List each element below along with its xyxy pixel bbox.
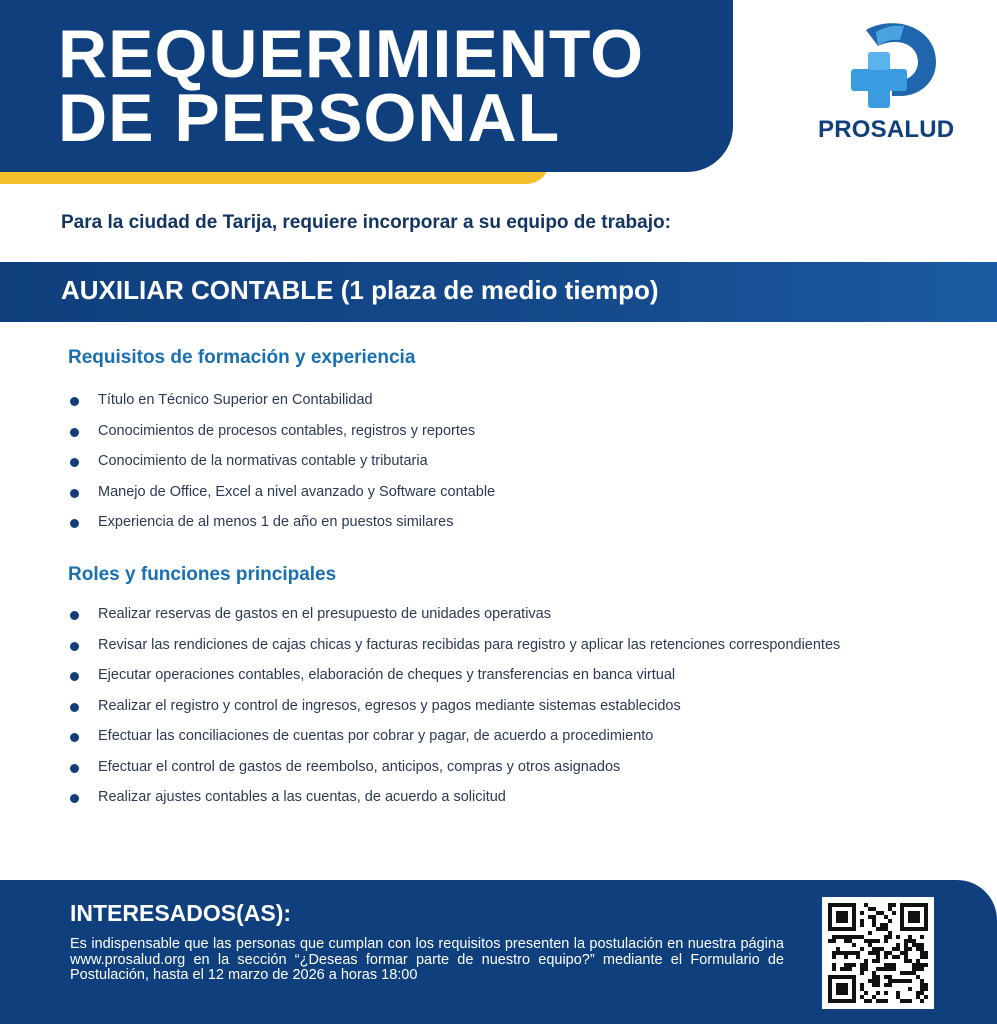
page-title — [58, 16, 645, 156]
prosalud-logo — [812, 22, 972, 147]
list-item: Efectuar las conciliaciones de cuentas por cobrar y pagar, de acuerdo a procedimiento — [68, 721, 868, 752]
logo-wordmark: PROSALUD — [818, 116, 955, 143]
bullet-icon — [70, 428, 79, 437]
footer-panel — [0, 880, 997, 1024]
bullet-icon — [70, 458, 79, 467]
requirements-heading: Requisitos de formación y experiencia — [68, 347, 416, 368]
bullet-icon — [70, 672, 79, 681]
bullet-icon — [70, 794, 79, 803]
list-item: Realizar ajustes contables a las cuentas, de acuerdo a solicitud — [68, 782, 868, 813]
list-item: Efectuar el control de gastos de reembolso, anticipos, compras y otros asignados — [68, 752, 868, 783]
bullet-icon — [70, 703, 79, 712]
header-banner — [0, 0, 733, 172]
bullet-icon — [70, 397, 79, 406]
list-item: Manejo de Office, Excel a nivel avanzado y Software contable — [68, 477, 868, 508]
page-title-line-1: REQUERIMIENTO — [58, 16, 645, 92]
bullet-icon — [70, 611, 79, 620]
position-title: AUXILIAR CONTABLE (1 plaza de medio tiempo) — [61, 275, 659, 305]
list-item: Conocimientos de procesos contables, registros y reportes — [68, 416, 868, 447]
list-item: Realizar reservas de gastos en el presupuesto de unidades operativas — [68, 599, 868, 630]
intro-text: Para la ciudad de Tarija, requiere incorporar a su equipo de trabajo: — [61, 212, 671, 233]
page-title-line-2: DE PERSONAL — [58, 80, 561, 156]
application-instructions: Es indispensable que las personas que cumplan con los requisitos presenten la postulación en nuestra página www.prosalud.org en la sección “¿Deseas formar parte de nuestro equipo?” mediante el Formulario de Postulación, hasta el 12 marzo de 2026 a horas 18:00 — [70, 936, 784, 983]
bullet-icon — [70, 642, 79, 651]
list-item: Revisar las rendiciones de cajas chicas y facturas recibidas para registro y aplicar las retenciones correspondientes — [68, 630, 868, 661]
qr-code-icon — [822, 897, 934, 1009]
position-banner — [0, 262, 997, 322]
list-item: Conocimiento de la normativas contable y tributaria — [68, 446, 868, 477]
roles-list — [68, 599, 868, 813]
bullet-icon — [70, 764, 79, 773]
requirements-list — [68, 385, 868, 538]
list-item: Título en Técnico Superior en Contabilidad — [68, 385, 868, 416]
list-item: Ejecutar operaciones contables, elaboración de cheques y transferencias en banca virtual — [68, 660, 868, 691]
bullet-icon — [70, 733, 79, 742]
bullet-icon — [70, 489, 79, 498]
roles-heading: Roles y funciones principales — [68, 564, 337, 585]
bullet-icon — [70, 519, 79, 528]
list-item: Experiencia de al menos 1 de año en puestos similares — [68, 507, 868, 538]
prosalud-cross-logo-icon — [848, 22, 940, 108]
list-item: Realizar el registro y control de ingresos, egresos y pagos mediante sistemas establecidos — [68, 691, 868, 722]
footer-title: INTERESADOS(AS): — [70, 900, 292, 926]
